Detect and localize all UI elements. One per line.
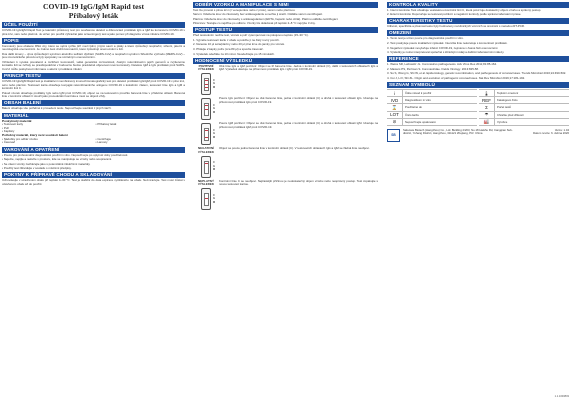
symbol-icon: 🌡 xyxy=(479,90,495,97)
symbol-description: Katalogové číslo xyxy=(497,98,518,103)
material-item: • Testovací karty xyxy=(2,122,24,127)
right-column xyxy=(387,0,569,400)
left-section-heading: MATERIÁL xyxy=(2,113,185,119)
result-line-c xyxy=(205,130,209,131)
cassette-letters xyxy=(213,129,215,140)
cassette-letter: M xyxy=(213,110,215,114)
symbol-description: Výrobce xyxy=(497,119,508,124)
test-cassette-icon xyxy=(201,73,215,95)
cassette-window xyxy=(204,193,209,206)
paragraph: Pokud vzorek obsahuje protilátky IgG nebo IgM proti COVID-19, objeví se na testovacím proužku barevná linie v příslušné oblasti. Barevná linie v kontrolní oblasti C slouží jako procedurální kontrola a musí se objevit vždy. xyxy=(2,90,185,99)
result-description: Obě linie IgG a IgM pozitivní: Objeví se tři barevné linie. Jedna v kontrolní oblasti (C), další v testovacích oblastech IgG a IgM. Výsledek ukazuje na přítomnost protilátek IgG i IgM proti COVID-19. xyxy=(219,63,378,72)
result-line-c xyxy=(205,80,209,81)
result-label xyxy=(193,97,219,120)
paragraph: 3. Su S, Wong G, Shi W, et al. Epidemiology, genetic recombination, and pathogenesis of coronaviruses. Trends Microbiol 2016;24:490-502. xyxy=(387,71,567,76)
result-description: Pouze IgM pozitivní: Objeví se dvě barevné linie, jedna v kontrolní oblasti (C) a druhá v testovací oblasti IgM. Ukazuje na přítomnost protilátek IgM proti COVID-19. xyxy=(219,121,378,129)
material-item: • Kapiláry xyxy=(2,129,15,134)
paragraph: • Nejezte, nepijte a nekuřte v prostoru, kde se manipuluje se vzorky nebo soupravami. xyxy=(2,157,112,162)
document-title: COVID-19 IgG/IgM Rapid test xyxy=(42,2,145,11)
version-info xyxy=(521,129,569,136)
middle-section-heading: POSTUP TESTU xyxy=(193,27,378,33)
left-section-body xyxy=(2,29,185,36)
materials-required-col xyxy=(2,138,92,145)
paragraph: 2. Test poskytuje pouze kvalitativní výsledek. Intenzita linie nekoreluje s koncentrací protilátek. xyxy=(387,40,508,45)
result-description: Kontrolní linie C se neobjeví. Nejčastější příčinou je nedostatečný objem vzorku nebo nesprávný postup. Test zopakujte s novou testovací kartou. xyxy=(219,178,378,187)
paragraph: Sérum: Odeberte krev do zkumavky bez antikoagulantu a nechte ji srazit. Oddělte sérum centrifugací. xyxy=(193,12,323,17)
result-row xyxy=(193,180,378,210)
cassette-letter: G xyxy=(213,197,215,201)
material-item: • Lancety xyxy=(95,140,108,145)
paragraph: Plazma: Odeberte krev do zkumavky s antikoagulantem (EDTA, heparin nebo citrát). Plazmu oddělte centrifugací. xyxy=(193,16,339,21)
middle-section-body xyxy=(193,34,378,56)
symbols-table xyxy=(387,89,569,126)
cassette-letter: C xyxy=(213,161,215,165)
cassette-letter: C xyxy=(213,103,215,107)
paragraph: 1. Vyjměte testovací kartu z obalu a položte ji na čistý rovný povrch. xyxy=(193,37,280,42)
cassette-letter: G xyxy=(213,164,215,168)
revision-date: Datum revize: 6. dubna 2020 xyxy=(533,131,569,136)
right-section-body xyxy=(387,63,569,80)
paragraph: 4. Výsledek odečtěte za 10 minut. Neodečítejte po 15 minutách. xyxy=(193,51,275,56)
result-line-m xyxy=(205,137,209,138)
test-cassette-icon xyxy=(201,188,215,210)
symbol-icon: ⊘ xyxy=(387,118,403,125)
result-row xyxy=(193,65,378,95)
paragraph: • Pouze pro profesionální diagnostické použití in vitro. Nepoužívejte po uplynutí doby použitelnosti. xyxy=(2,152,129,157)
left-section-heading: ÚČEL POUŽITÍ xyxy=(2,22,185,28)
symbol-description: Chraňte před vlhkostí xyxy=(497,112,524,117)
left-sections xyxy=(2,22,185,186)
left-section-heading: VAROVÁNÍ A OPATŘENÍ xyxy=(2,147,185,153)
left-section-heading: POPIS xyxy=(2,38,185,44)
paragraph: 3. Negativní výsledek nevylučuje infekci COVID-19, zejména v časné fázi onemocnění. xyxy=(387,45,499,50)
symbol-icon: i xyxy=(387,90,403,97)
right-section-heading: REFERENCE xyxy=(387,56,569,62)
right-section-heading: KONTROLA KVALITY xyxy=(387,2,569,8)
right-section-heading: SEZNAM SYMBOLŮ xyxy=(387,82,569,88)
cassette-letters xyxy=(213,104,215,115)
cassette-letter: C xyxy=(213,78,215,82)
material-item: • Nádobky pro odběr vzorku xyxy=(2,136,38,141)
materials-required-list xyxy=(2,138,185,145)
result-label-text: NEPLATNÝ VÝSLEDEK xyxy=(197,178,215,187)
version-number: Verze: 1.04 xyxy=(554,127,569,132)
symbols-right xyxy=(479,89,569,126)
right-section-heading: CHARAKTERISTIKY TESTU xyxy=(387,18,569,24)
document-subtitle: Příbalový leták xyxy=(68,11,119,20)
result-label xyxy=(193,122,219,145)
result-label-text: NEGATIVNÍ VÝSLEDEK xyxy=(197,146,215,154)
symbol-description: Nepoužívejte opakovaně xyxy=(405,119,436,124)
right-sections xyxy=(387,2,569,88)
right-section-body xyxy=(387,25,569,29)
paragraph: 2. Naneste 10 µl séra/plazmy nebo 20 µl plné krve do jamky pro vzorek. xyxy=(193,42,285,47)
symbol-row xyxy=(387,119,477,126)
left-section-heading: OBSAH BALENÍ xyxy=(2,100,185,106)
cassette-letters xyxy=(213,161,215,172)
result-row xyxy=(193,147,378,177)
left-section-body xyxy=(2,107,185,111)
cassette-letter: M xyxy=(213,200,215,204)
cassette-letters xyxy=(213,194,215,205)
materials-block xyxy=(2,120,185,145)
result-line-g xyxy=(205,198,209,199)
symbol-icon: 🏭 xyxy=(479,118,495,125)
test-cassette-icon xyxy=(201,156,215,178)
result-line-m xyxy=(205,87,209,88)
paragraph: 1. Weiss SR, Leibowitz JL. Coronavirus pathogenesis. Adv Virus Res 2011;81:85-164. xyxy=(387,62,497,67)
cassette-letter: M xyxy=(213,135,215,139)
right-section-body xyxy=(387,9,569,17)
symbol-description: Počet testů xyxy=(497,105,511,110)
symbol-icon: Σ xyxy=(479,104,495,111)
paragraph: 4. Cui J, Li F, Shi ZL. Origin and evolution of pathogenic coronaviruses. Nat Rev Microbiol 2019;17:181-192. xyxy=(387,75,526,80)
test-cassette-icon xyxy=(201,98,215,120)
symbol-icon: IVD xyxy=(387,97,403,104)
left-section-body xyxy=(2,154,185,171)
cassette-letter: G xyxy=(213,82,215,86)
material-item: • Centrifuga xyxy=(95,136,111,141)
result-description: Objeví se pouze jedna barevná linie v kontrolní oblasti (C). V testovacích oblastech IgG a IgM se žádná linie neobjeví. xyxy=(219,146,370,151)
middle-section-body xyxy=(193,9,378,26)
cassette-letter: M xyxy=(213,85,215,89)
symbol-row xyxy=(479,119,569,126)
result-label xyxy=(193,180,219,210)
paragraph: 3. Přidejte 2 kapky pufru (cca 80 µl) a spusťte časovač. xyxy=(193,47,264,52)
materials-provided-col xyxy=(96,123,186,134)
result-description: Pouze IgG pozitivní: Objeví se dvě barevné linie, jedna v kontrolní oblasti (C) a druhá v testovací oblasti IgG. Ukazuje na přítomnost protilátek IgG proti COVID-19. xyxy=(219,96,378,104)
paragraph: 2. Masters PS, Perlman S. Coronaviridae. Fields Virology. 2013:825-58. xyxy=(387,66,479,71)
result-label xyxy=(193,147,219,177)
cassette-letters xyxy=(213,79,215,90)
cassette-letter: G xyxy=(213,132,215,136)
symbol-icon: ☂ xyxy=(479,111,495,118)
results-list xyxy=(193,65,378,210)
manufacturer-address: Safecare Biotech (Hangzhou) Co., Ltd. Building 2/203, No.18 Haishu Rd, Cangqian Sub-district, Yuhang District, Hangzhou, 311121 Zhejiang, P.R. China xyxy=(403,127,513,136)
cassette-letter: C xyxy=(213,128,215,132)
symbol-icon: REF xyxy=(479,97,495,104)
left-column xyxy=(2,0,185,400)
paragraph: COVID-19 IgG/IgM Rapid test je kvalitativní membránový imunochromatografický test pro detekci protilátek IgG/IgM proti COVID-19 v plné krvi, séru nebo plazmě. Testovací karta obsahuje konjugát rekombinantního antigenu COVID-19 s koloidním zlatem, testovací linie IgG a IgM a kontrolní linii C. xyxy=(2,79,185,91)
paragraph: • Použitý test zlikvidujte v souladu s místními předpisy. xyxy=(2,166,72,171)
paragraph: Před testováním nechte test, vzorek a pufr vytemperovat na pokojovou teplotu (15–30 °C). xyxy=(193,33,309,38)
result-label-text: POZITIVNÍ VÝSLEDEK xyxy=(197,63,215,72)
symbols-left xyxy=(387,89,477,126)
result-line-c xyxy=(205,163,209,164)
paragraph: 2. Externí kontrola: Doporučuje se testovat pozitivní a negativní kontroly podle správné laboratorní praxe. xyxy=(387,12,522,17)
symbol-description: Teplotní omezení xyxy=(497,91,519,96)
middle-section-heading: HODNOCENÍ VÝSLEDKŮ xyxy=(193,58,378,64)
paragraph: Vzhledem k vysoké prevalenci a rozšíření koronavirů, velké genetické rozmanitosti, častým rekombinacím jejich genomů a zvýšenému kontaktu lidí se zvířaty se pravděpodobně v budoucnu budou pravidelně objevovat nové koronaviry. Detekce IgM a IgG protilátek proti SARS-CoV-2 může poskytnout informace o akutní i prodělané infekci. xyxy=(2,59,185,71)
manufacturer-logo-icon: SB xyxy=(387,129,400,142)
material-item: • Pufr xyxy=(2,125,10,130)
result-row xyxy=(193,122,378,145)
paragraph: 1. Tento test je určen pouze pro diagnostické použití in vitro. xyxy=(387,36,464,41)
document-code: 1.1.1000803 xyxy=(554,395,569,398)
middle-column xyxy=(193,0,378,400)
cassette-letter: C xyxy=(213,193,215,197)
left-section-heading: PRINCIP TESTU xyxy=(2,73,185,79)
left-section-body xyxy=(2,179,185,186)
left-section-body xyxy=(2,80,185,99)
result-line-g xyxy=(205,109,209,110)
result-label xyxy=(193,65,219,95)
left-section-body xyxy=(2,45,185,72)
result-line-g xyxy=(205,84,209,85)
manufacturer-block xyxy=(387,129,569,142)
paragraph: Citlivost, specificita a přesnost testu byly hodnoceny na klinických vzorcích ve srovnání s metodou RT-PCR. xyxy=(387,24,525,29)
result-row xyxy=(193,97,378,120)
right-section-heading: OMEZENÍ xyxy=(387,30,569,36)
materials-required-title: Potřebný materiál, který není součástí balení xyxy=(2,133,68,138)
paragraph: COVID-19 IgG/IgM Rapid Test je laterální průtokový test pro současnou detekci a diferenciaci protilátek IgG a IgM ke koronaviru COVID-19 v plné krvi, séru nebo plazmě. Je určen pro použití výhradně jako screeningový test a jako pomoc při diagnóze virové infekce COVID-19. xyxy=(2,28,185,36)
materials-required-col xyxy=(96,138,186,145)
materials-provided-title: Poskytnutý materiál xyxy=(2,118,32,123)
result-line-c xyxy=(205,105,209,106)
cassette-letter: G xyxy=(213,107,215,111)
paragraph: Koronaviry jsou obalené RNA viry, které se velmi rychle šíří mezi lidmi, jinými savci a ptáky a které způsobují respirační, střevní, jaterní a neurologická onemocnění. Je známo šest druhů koronavirů, které způsobují onemocnění u lidí. xyxy=(2,43,185,52)
material-item: • Časovač xyxy=(2,140,16,145)
test-cassette-icon xyxy=(201,123,215,145)
paragraph: 4. Výsledky je nutné interpretovat společně s klinickými údaji a dalšími laboratorními nálezy. xyxy=(387,50,505,55)
symbol-icon: LOT xyxy=(387,111,403,118)
cassette-letter: M xyxy=(213,168,215,172)
symbol-description: Čtěte návod k použití xyxy=(405,91,432,96)
right-section-body xyxy=(387,37,569,54)
paragraph: Uchovávejte v uzavřeném obalu při teplotě 4–30 °C. Test je stabilní do data expirace vytištěného na obalu. Nezmrazujte. Test musí zůstat v uzavřeném obalu až do použití. xyxy=(2,178,185,186)
paragraph: Plná krev: Testujte co nejdříve po odběru. Vzorky lze skladovat při teplotě 2–8 °C nejvýše 3 dny. xyxy=(193,21,316,26)
paragraph: Dva další kmeny – virus způsobující syndrom akutního selhání dýchání (SARS-CoV) a respirační syndrom Středního východu (MERS-CoV) – jsou zoonotického původu a byly spojovány se smrtelným onemocněním. xyxy=(2,51,185,60)
symbol-description: Použitelné do xyxy=(405,105,422,110)
paragraph: • Se všemi vzorky zacházejte jako s potenciálně infekčními materiály. xyxy=(2,161,91,166)
paragraph: Balení obsahuje vše potřebné k provedení testu. Nepoužívejte součásti z jiných šarží. xyxy=(2,106,112,111)
left-section-heading: POKYNY K PŘÍPRAVĚ CHODU A SKLADOVÁNÍ xyxy=(2,172,185,178)
symbol-description: Číslo šarže xyxy=(405,112,419,117)
symbol-description: Diagnostikum in vitro xyxy=(405,98,431,103)
paragraph: Test lze provést s plnou krví (z venepunkce nebo z prstu), sérem nebo plazmou. xyxy=(193,7,296,12)
paragraph: 1. Interní kontrola: Test obsahuje vestavěnou kontrolní linii C, která potvrzuje dostatečný objem vzorku a správný postup. xyxy=(387,7,542,12)
middle-section-heading: ODBĚR VZORKŮ A MANIPULACE S NIMI xyxy=(193,2,378,8)
material-item: • Příbalový leták xyxy=(95,122,117,127)
middle-sections xyxy=(193,2,378,64)
symbol-icon: ⌛ xyxy=(387,104,403,111)
